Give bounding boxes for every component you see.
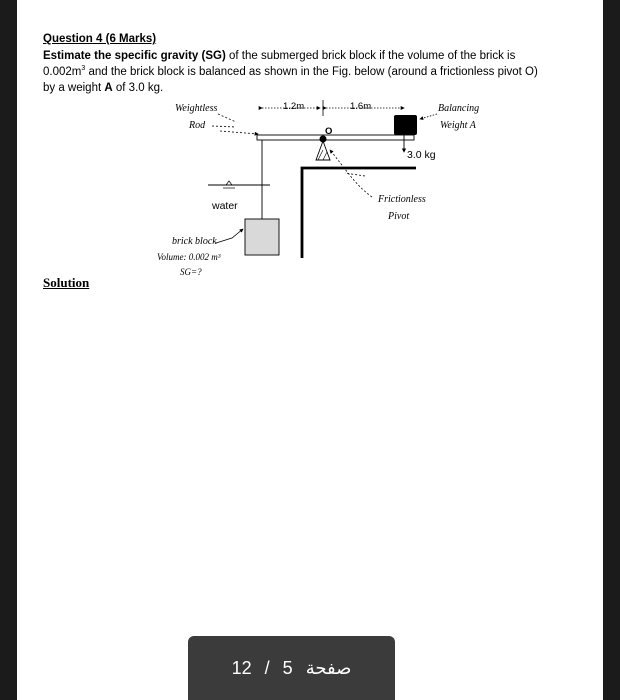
- question-title: Question 4 (6 Marks): [43, 33, 157, 45]
- weight-value: 3.0 kg: [407, 149, 436, 161]
- pivot-pointer: [330, 150, 372, 197]
- water-label: water: [212, 200, 238, 212]
- pivot-caption-line2: Pivot: [388, 211, 410, 222]
- balancing-label-line2: Weight A: [440, 120, 476, 131]
- balancing-label-line1: Balancing: [438, 103, 480, 114]
- pivot-caption-line1: Frictionless: [378, 194, 426, 205]
- pivot-label: O: [325, 126, 333, 137]
- brick-label-line2: Volume: 0.002 m³: [157, 252, 221, 262]
- weight-letter: A: [104, 82, 113, 94]
- page-total: 12: [231, 657, 252, 678]
- question-lead: Estimate the specific gravity (SG): [43, 50, 226, 62]
- dimension-right-label: 1.6m: [350, 101, 372, 112]
- volume-exponent: 3: [81, 65, 86, 73]
- page-separator: /: [264, 657, 270, 678]
- brick-label-line3: SG=?: [180, 267, 202, 277]
- page-current: 5: [282, 657, 293, 678]
- question-text-part1: of the submerged brick block if the volume of the brick is 0.002m: [43, 50, 516, 78]
- question-text-part3: of 3.0 kg.: [112, 82, 164, 94]
- balancing-weight: [394, 115, 417, 135]
- solution-heading: Solution: [43, 275, 90, 290]
- water-level-mark: [226, 181, 232, 185]
- balancing-pointer: [420, 114, 437, 119]
- brick-pointer: [216, 229, 243, 243]
- brick-label-line1: brick block: [172, 236, 217, 247]
- rod-pointer: [212, 114, 258, 134]
- page-word: صفحة: [305, 657, 352, 679]
- rod-label-line1: Weightless: [175, 103, 218, 114]
- balance-diagram: [0, 0, 620, 300]
- question-text-part2: and the brick block is balanced as shown in the Fig. below (around a frictionless pivot O) by a weight: [43, 66, 538, 94]
- dimension-left-label: 1.2m: [283, 101, 305, 112]
- rod-label-line2: Rod: [189, 120, 206, 131]
- weightless-rod: [257, 135, 414, 140]
- brick-block: [245, 219, 279, 255]
- page-indicator[interactable]: [188, 636, 395, 700]
